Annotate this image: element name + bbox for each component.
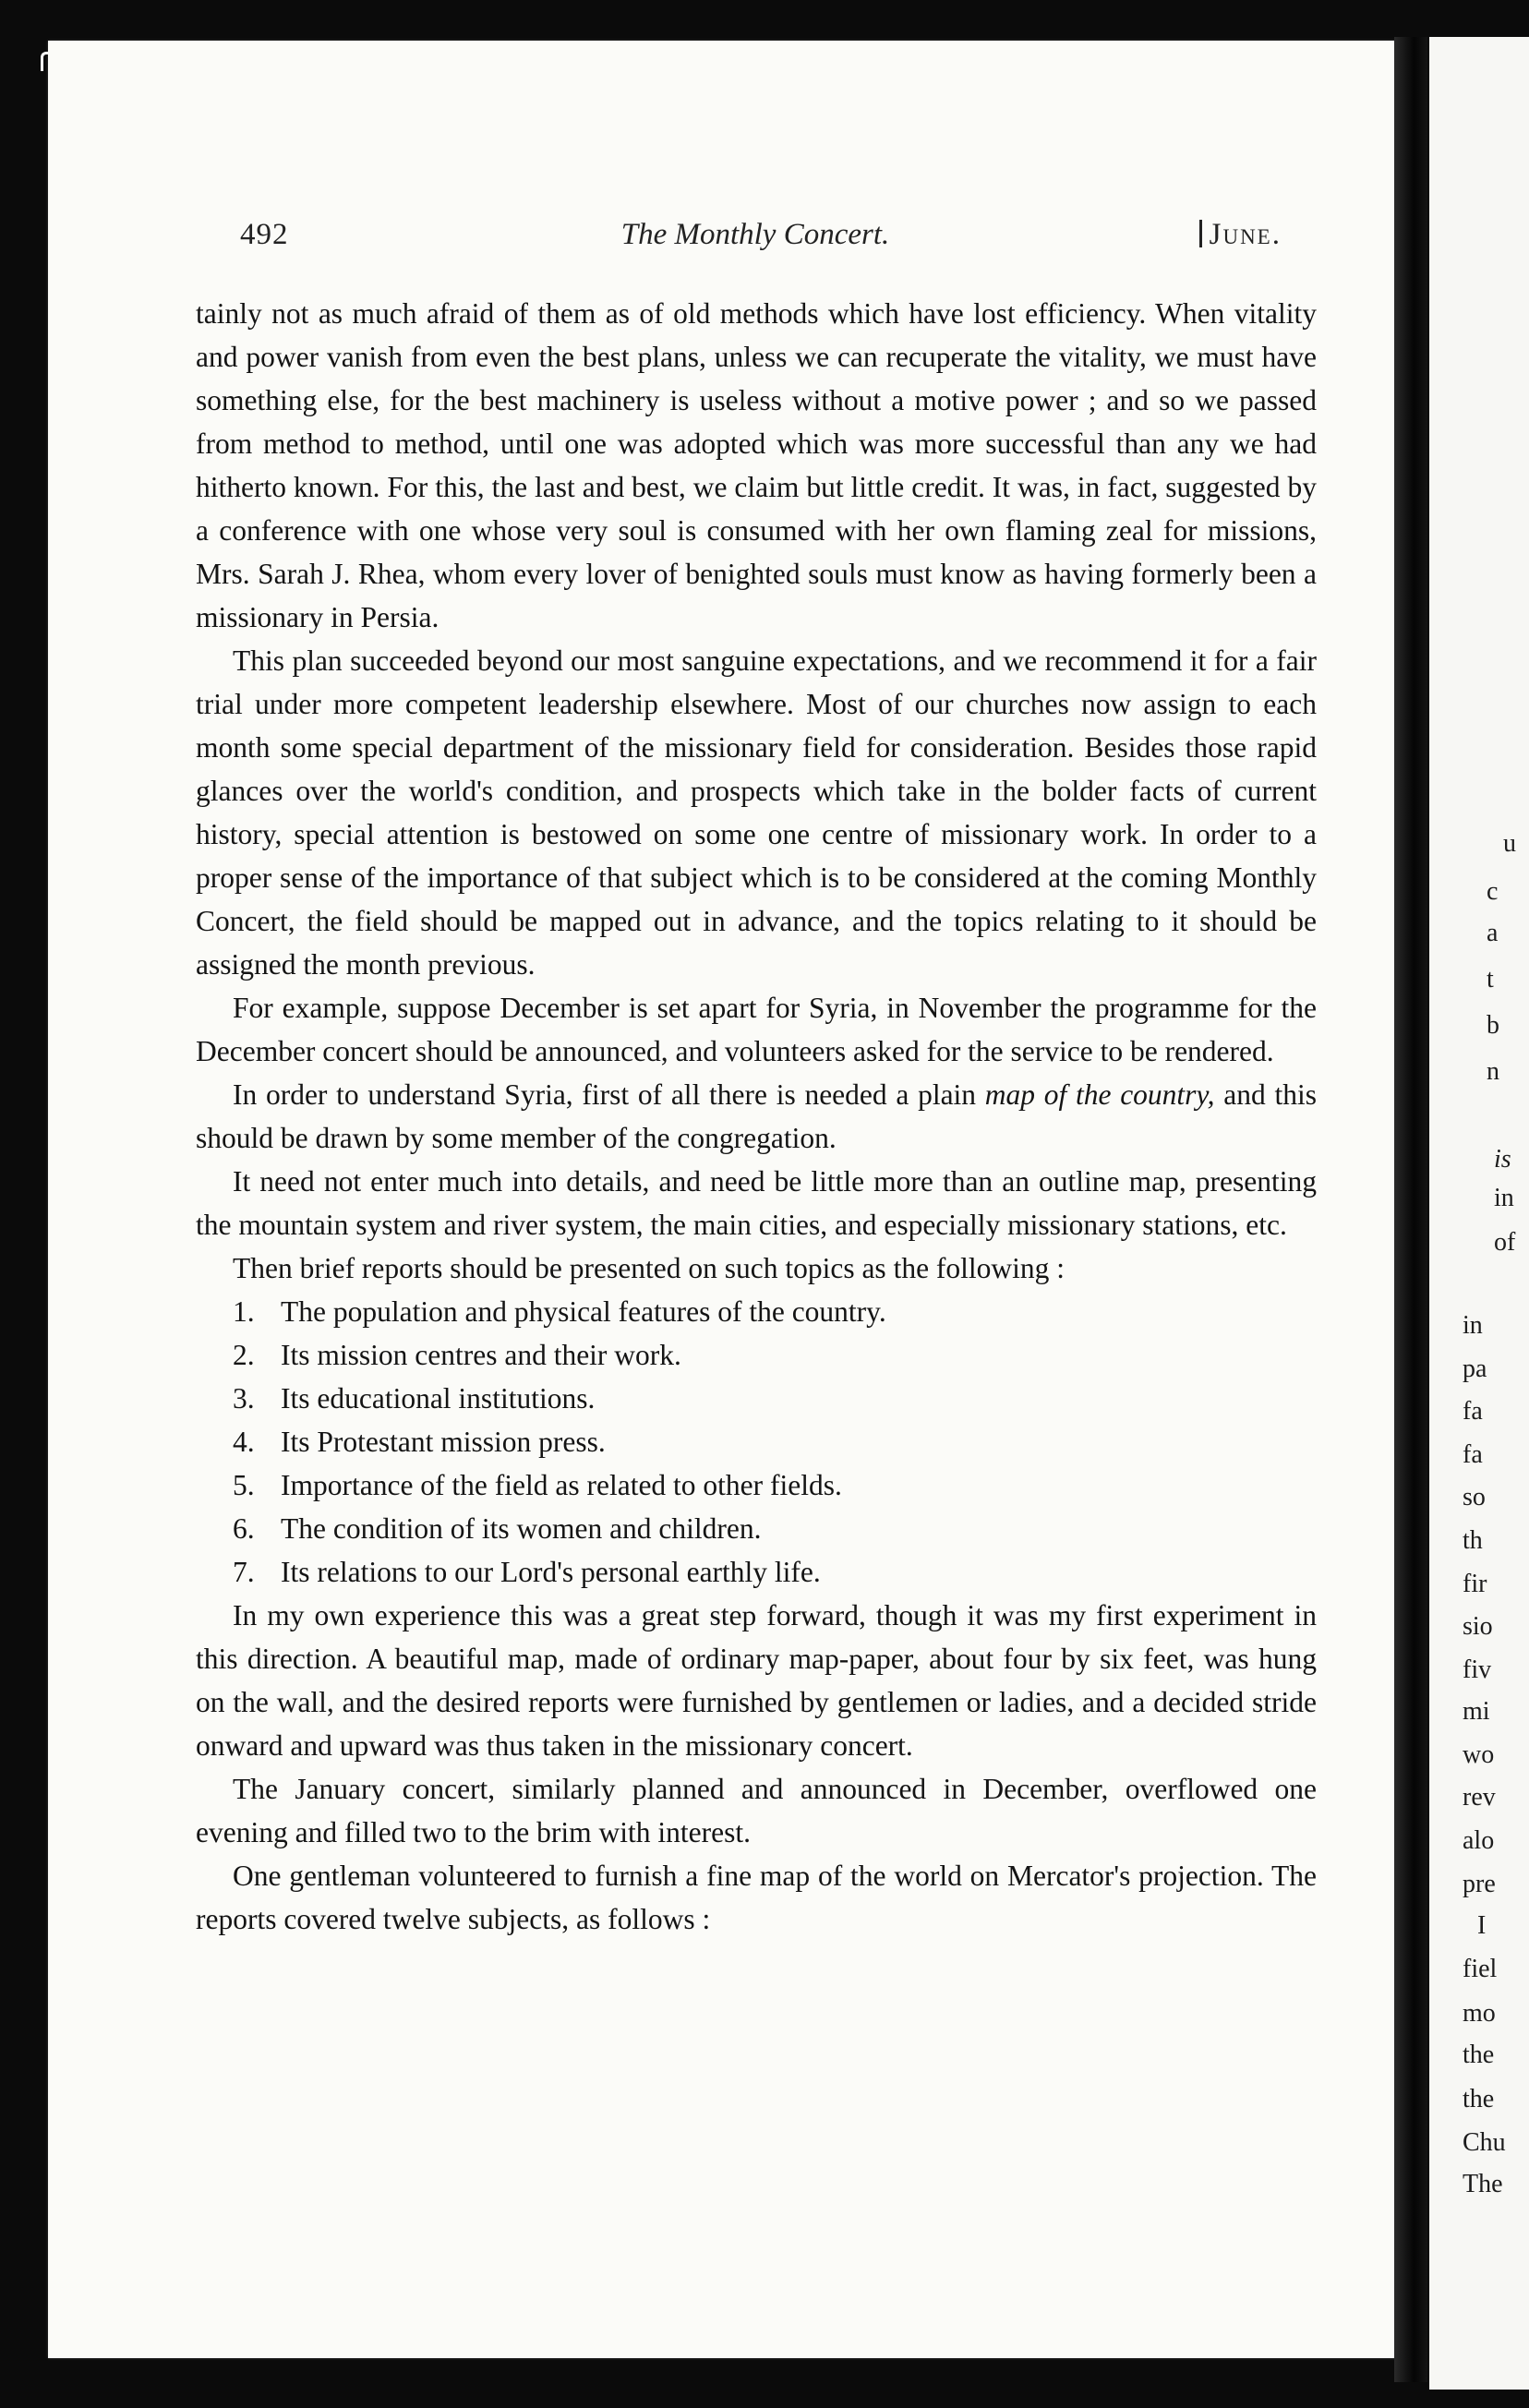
topic-list [196,1290,1317,1594]
paragraph: One gentleman volunteered to furnish a fine map of the world on Mercator's projection. The reports covered twelve subjects, as follows : [196,1860,1317,1935]
topic-number: 7. [233,1556,255,1588]
adjacent-page-fragment: b [1487,1011,1499,1040]
adjacent-page-fragment: a [1487,919,1499,947]
adjacent-page-fragment: fiel [1463,1955,1498,1983]
book-gutter [1394,37,1427,2382]
topic-item [233,1377,1317,1420]
adjacent-page-fragment: in [1463,1311,1483,1340]
paragraph: This plan succeeded beyond our most sanguine expectations, and we recommend it for a fair trial under more competent leadership elsewhere. Most of our churches now assign to each month some special department of the missionary field for consideration. Besides those rapid glances over the world's condition, and prospects which take in the bolder facts of current history, special attention is bestowed on some one centre of missionary work. In order to a proper sense of the importance of that subject which is to be considered at the coming Monthly Concert, the field should be mapped out in advance, and the topics relating to it should be assigned the month previous. [196,644,1317,981]
paragraph: tainly not as much afraid of them as of old methods which have lost efficiency. When vitality and power vanish from even the best plans, unless we can recuperate the vitality, we must have something else, for the best machinery is useless without a motive power ; and so we passed from method to method, until one was adopted which was more successful than any we had hitherto known. For this, the last and best, we claim but little credit. It was, in fact, suggested by a conference with one whose very soul is consumed with her own flaming zeal for missions, Mrs. Sarah J. Rhea, whom every lover of benighted souls must know as having formerly been a missionary in Persia. [196,297,1317,633]
map-text-emphasis: map of the country, [984,1078,1215,1111]
topic-item [233,1290,1317,1333]
adjacent-page-fragment: pa [1463,1354,1487,1383]
adjacent-page-fragment: fiv [1463,1656,1492,1684]
topic-item [233,1420,1317,1463]
adjacent-page-fragment: the [1463,2085,1495,2113]
adjacent-page-fragment: u [1503,829,1516,858]
topic-item [233,1463,1317,1507]
topic-item [233,1550,1317,1594]
adjacent-page-fragment: fir [1463,1570,1487,1598]
adjacent-page-fragment: sio [1463,1612,1493,1641]
topic-number: 6. [233,1512,255,1545]
topic-text: Its educational institutions. [281,1382,596,1415]
paragraph: For example, suppose December is set apart for Syria, in November the programme for the December concert should be announced, and volunteers asked for the service to be rendered. [196,992,1317,1067]
running-title: The Monthly Concert. [620,218,890,251]
adjacent-page-fragment: mi [1463,1697,1490,1726]
adjacent-page-fragment: fa [1463,1397,1483,1426]
adjacent-page-fragment: c [1487,877,1499,906]
adjacent-page-fragment: is [1494,1145,1511,1174]
adjacent-page-fragment: so [1463,1483,1486,1511]
topic-text: Importance of the field as related to other fields. [281,1469,842,1501]
adjacent-page-fragment: pre [1463,1870,1496,1898]
adjacent-page-fragment: rev [1463,1783,1496,1812]
page-header [192,218,1318,264]
paragraph: The January concert, similarly planned and announced in December, overflowed one evening and filled two to the brim with interest. [196,1773,1317,1848]
adjacent-page-fragment: in [1494,1184,1514,1212]
topic-number: 1. [233,1295,255,1328]
map-text-after: and this should be drawn by some member of the congregation. [196,1078,1318,1154]
paragraph-map [196,1073,1317,1160]
adjacent-page-fragment: Chu [1463,2128,1506,2157]
paragraph: It need not enter much into details, and need be little more than an outline map, presenting the mountain system and river system, the main cities, and especially missionary stations, etc. [196,1165,1317,1241]
running-month: June. [1199,218,1282,252]
topic-text: Its mission centres and their work. [281,1339,681,1371]
adjacent-page-fragment: alo [1463,1826,1495,1855]
topic-number: 2. [233,1339,255,1371]
adjacent-page-fragment: t [1487,965,1494,993]
adjacent-page-fragment: wo [1463,1740,1495,1769]
topic-number: 4. [233,1426,255,1458]
adjacent-page-fragment: mo [1463,1999,1496,2028]
adjacent-page-fragment: n [1487,1057,1499,1086]
adjacent-page-fragment: The [1463,2170,1503,2198]
topic-number: 3. [233,1382,255,1415]
topic-text: Its relations to our Lord's personal earthly life. [281,1556,821,1588]
adjacent-page-fragment: th [1463,1526,1483,1555]
topic-item [233,1507,1317,1550]
adjacent-page-fragment: the [1463,2041,1495,2069]
adjacent-page-fragment: I [1477,1911,1487,1940]
page-number: 492 [240,218,289,251]
adjacent-page-fragment: of [1494,1228,1516,1257]
paragraph: In my own experience this was a great step forward, though it was my first experiment in this direction. A beautiful map, made of ordinary map-paper, about four by six feet, was hung on the wall, and the desired reports were furnished by gentlemen or ladies, and a decided stride onward and upward was thus taken in the missionary concert. [196,1599,1317,1762]
topic-text: The condition of its women and children. [281,1512,762,1545]
adjacent-page-fragment: fa [1463,1440,1483,1469]
topic-text: The population and physical features of the country. [281,1295,886,1328]
topic-text: Its Protestant mission press. [281,1426,606,1458]
topic-number: 5. [233,1469,255,1501]
body-text [196,292,1317,1941]
adjacent-page-edge [1429,37,1529,2390]
map-text-before: In order to understand Syria, first of all there is needed a plain [233,1078,985,1111]
paragraph: Then brief reports should be presented on such topics as the following : [233,1252,1065,1284]
topic-item [233,1333,1317,1377]
